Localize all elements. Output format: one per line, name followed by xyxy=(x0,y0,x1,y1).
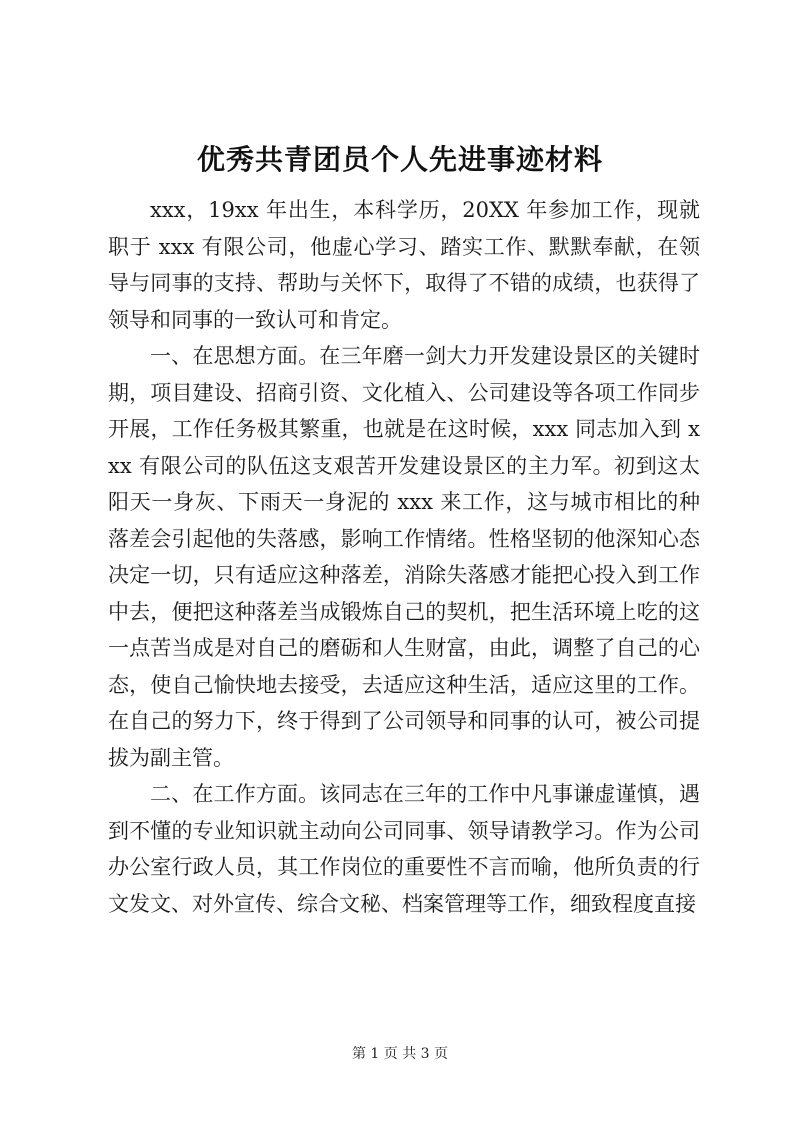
document-body xyxy=(108,192,700,922)
paragraph-intro: xxx，19xx 年出生，本科学历，20XX 年参加工作，现就职于 xxx 有限公司，他虚心学习、踏实工作、默默奉献，在领导与同事的支持、帮助与关怀下，取得了不错的成绩，也获得了领导和同事的一致认可和肯定。 xyxy=(108,198,700,332)
paragraph-work: 二、在工作方面。该同志在三年的工作中凡事谦虚谨慎，遇到不懂的专业知识就主动向公司同事、领导请教学习。作为公司办公室行政人员，其工作岗位的重要性不言而喻，他所负责的行文发文、对外宣传、综合文秘、档案管理等工作，细致程度直接 xyxy=(108,782,700,916)
paragraph-ideology: 一、在思想方面。在三年磨一剑大力开发建设景区的关键时期，项目建设、招商引资、文化植入、公司建设等各项工作同步开展，工作任务极其繁重，也就是在这时候，xxx 同志加入到 xxx 有限公司的队伍这支艰苦开发建设景区的主力军。初到这太阳天一身灰、下雨天一身泥的 xxx 来工作，这与城市相比的种落差会引起他的失落感，影响工作情绪。性格坚韧的他深知心态决定一切，只有适应这种落差，消除失落感才能把心投入到工作中去，便把这种落差当成锻炼自己的契机，把生活环境上吃的这一点苦当成是对自己的磨砺和人生财富，由此，调整了自己的心态，使自己愉快地去接受，去适应这种生活，适应这里的工作。在自己的努力下，终于得到了公司领导和同事的认可，被公司提拔为副主管。 xyxy=(108,344,700,770)
document-title: 优秀共青团员个人先进事迹材料 xyxy=(196,143,603,176)
page-number-footer: 第 1 页 共 3 页 xyxy=(351,1046,449,1062)
